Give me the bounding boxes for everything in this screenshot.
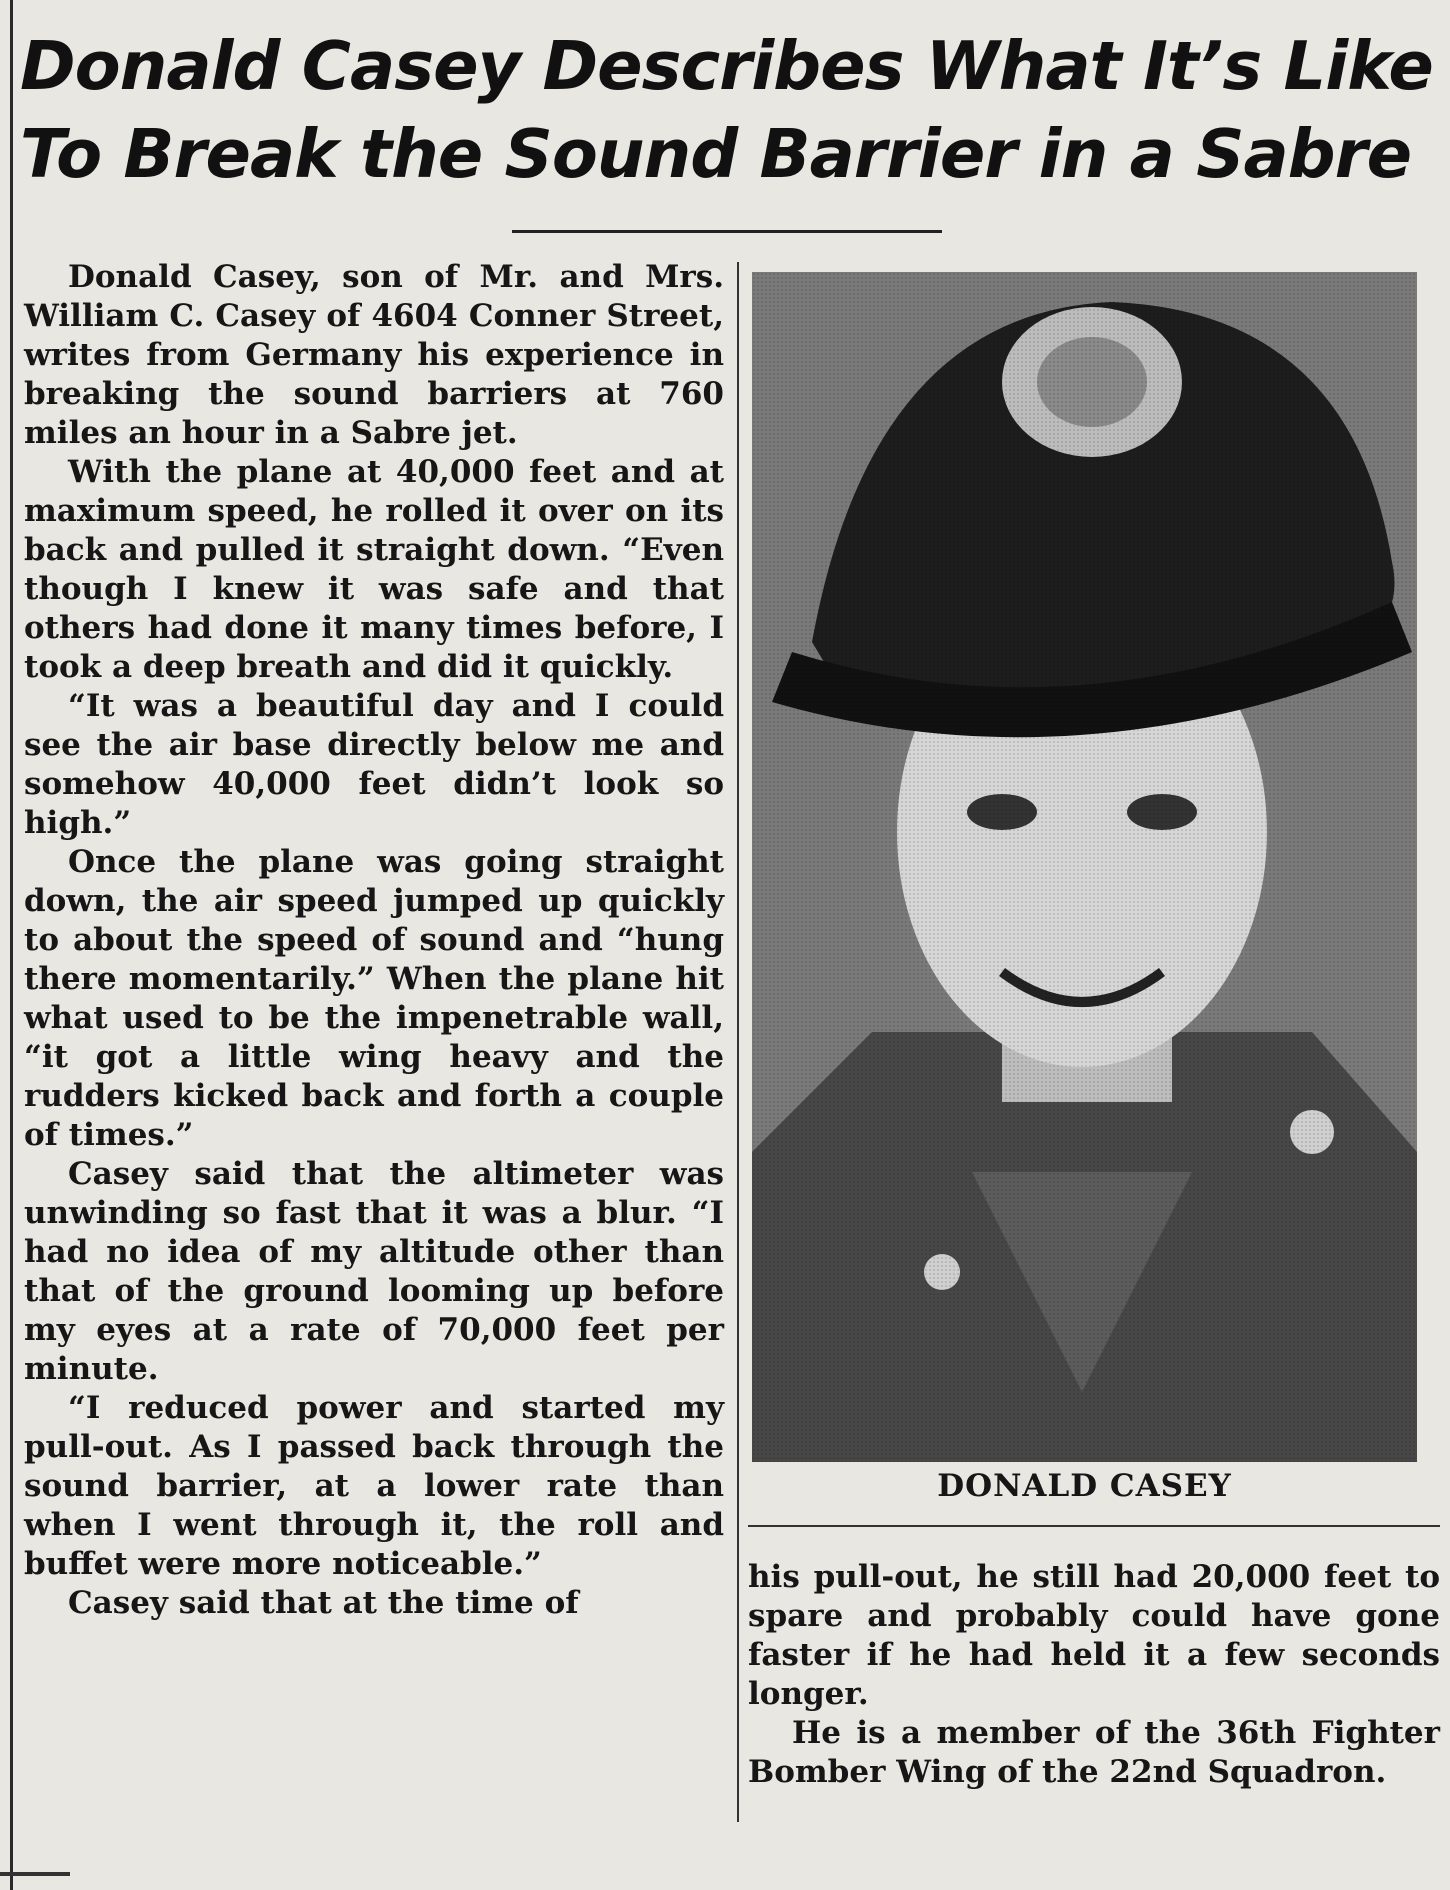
portrait-photo	[752, 272, 1417, 1462]
article-right-column	[748, 1558, 1440, 1792]
paragraph: Once the plane was going straight down, the air speed jumped up quickly to about the speed of sound and “hung there momentarily.” When the plane hit what used to be the impenetrable wall, “it got a little wing heavy and the rudders kicked back and forth a couple of times.”	[24, 844, 724, 1153]
paragraph: He is a member of the 36th Fighter Bomber Wing of the 22nd Squadron.	[748, 1715, 1440, 1790]
paragraph: With the plane at 40,000 feet and at maximum speed, he rolled it over on its back and pulled it straight down. “Even though I knew it was safe and that others had done it many times before, I took a deep breath and did it quickly.	[24, 454, 724, 685]
headline-line-1: Donald Casey Describes What It’s Like	[20, 27, 1433, 105]
column-edge-rule	[10, 0, 13, 1890]
paragraph: “It was a beautiful day and I could see the air base directly below me and somehow 40,000 feet didn’t look so high.”	[24, 688, 724, 841]
headline-line-2: To Break the Sound Barrier in a Sabre	[20, 115, 1412, 193]
paragraph: “I reduced power and started my pull-out. As I passed back through the sound barrier, at a lower rate than when I went through it, the roll and buffet were more noticeable.”	[24, 1390, 724, 1582]
paragraph: his pull-out, he still had 20,000 feet to spare and probably could have gone faster if he had held it a few seconds longer.	[748, 1559, 1440, 1712]
headline-rule	[512, 230, 942, 233]
caption-rule	[748, 1525, 1440, 1527]
bottom-rule	[0, 1872, 70, 1876]
column-divider	[737, 262, 739, 1822]
paragraph: Casey said that the altimeter was unwinding so fast that it was a blur. “I had no idea of my altitude other than that of the ground looming up before my eyes at a rate of 70,000 feet per minute.	[24, 1156, 724, 1387]
headline	[20, 22, 1440, 198]
article-left-column	[24, 258, 724, 1623]
paragraph: Casey said that at the time of	[68, 1585, 579, 1621]
paragraph: Donald Casey, son of Mr. and Mrs. William C. Casey of 4604 Conner Street, writes from Germany his experience in breaking the sound barriers at 760 miles an hour in a Sabre jet.	[24, 259, 724, 451]
photo-caption: DONALD CASEY	[937, 1468, 1232, 1504]
